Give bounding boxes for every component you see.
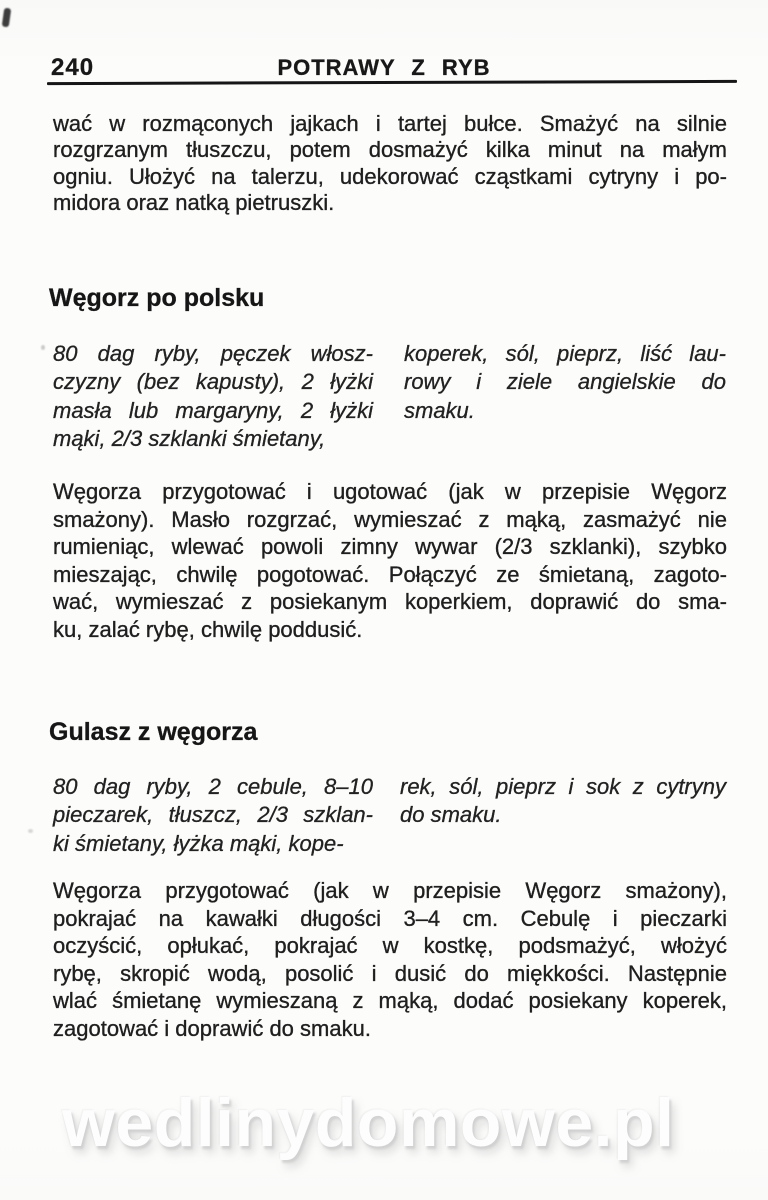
scan-artifact: [41, 345, 45, 350]
intro-paragraph: wać w rozmąconych jajkach i tartej bułce. Smażyć na silnie rozgrzanym tłuszczu, potem dosmażyć kilka minut na małym ogniu. Ułożyć na talerzu, udekorować cząstkami cytryny i po- midora oraz natką pietruszki.: [53, 111, 727, 215]
ingredients-right-column: koperek, sól, pieprz, liść lau- rowy i ziele angielskie do smaku.: [404, 341, 726, 423]
ingredients-left-column: 80 dag ryby, pęczek włosz- czyzny (bez kapusty), 2 łyżki masła lub margaryny, 2 łyżki mąki, 2/3 szklanki śmietany,: [53, 341, 373, 452]
recipe-title-gulasz-z-wegorza: Gulasz z węgorza: [49, 718, 258, 746]
scan-artifact: [2, 8, 12, 28]
recipe-instructions-paragraph: Węgorza przygotować i ugotować (jak w przepisie Węgorz smażony). Masło rozgrzać, wymieszać z mąką, zasmażyć nie rumieniąc, wlewać powoli zimny wywar (2/3 szklanki), szybko mieszając, chwilę pogotować. Połączyć ze śmietaną, zagoto- wać, wymieszać z posiekanym koperkiem, doprawić do sma- ku, zalać rybę, chwilę poddusić.: [53, 479, 727, 642]
recipe-instructions-paragraph: Węgorza przygotować (jak w przepisie Węgorz smażony), pokrajać na kawałki długości 3–4 cm. Cebulę i pieczarki oczyścić, opłukać, pokrajać w kostkę, podsmażyć, włożyć rybę, skropić wodą, posolić i dusić do miękkości. Następnie wlać śmietanę wymieszaną z mąką, dodać posiekany koperek, zagotować i doprawić do smaku.: [53, 878, 727, 1041]
ingredients-left-column: 80 dag ryby, 2 cebule, 8–10 pieczarek, tłuszcz, 2/3 szklan- ki śmietany, łyżka mąki, kope-: [53, 774, 373, 856]
running-header-title: POTRAWY Z RYB: [277, 55, 491, 80]
recipe-title-wegorz-po-polsku: Węgorz po polsku: [49, 284, 265, 312]
page-number: 240: [51, 54, 95, 81]
scan-artifact: [28, 829, 33, 833]
ingredients-right-column: rek, sól, pieprz i sok z cytryny do smaku.: [400, 774, 726, 828]
watermark-text: wedlinydomowe.pl: [62, 1085, 675, 1161]
